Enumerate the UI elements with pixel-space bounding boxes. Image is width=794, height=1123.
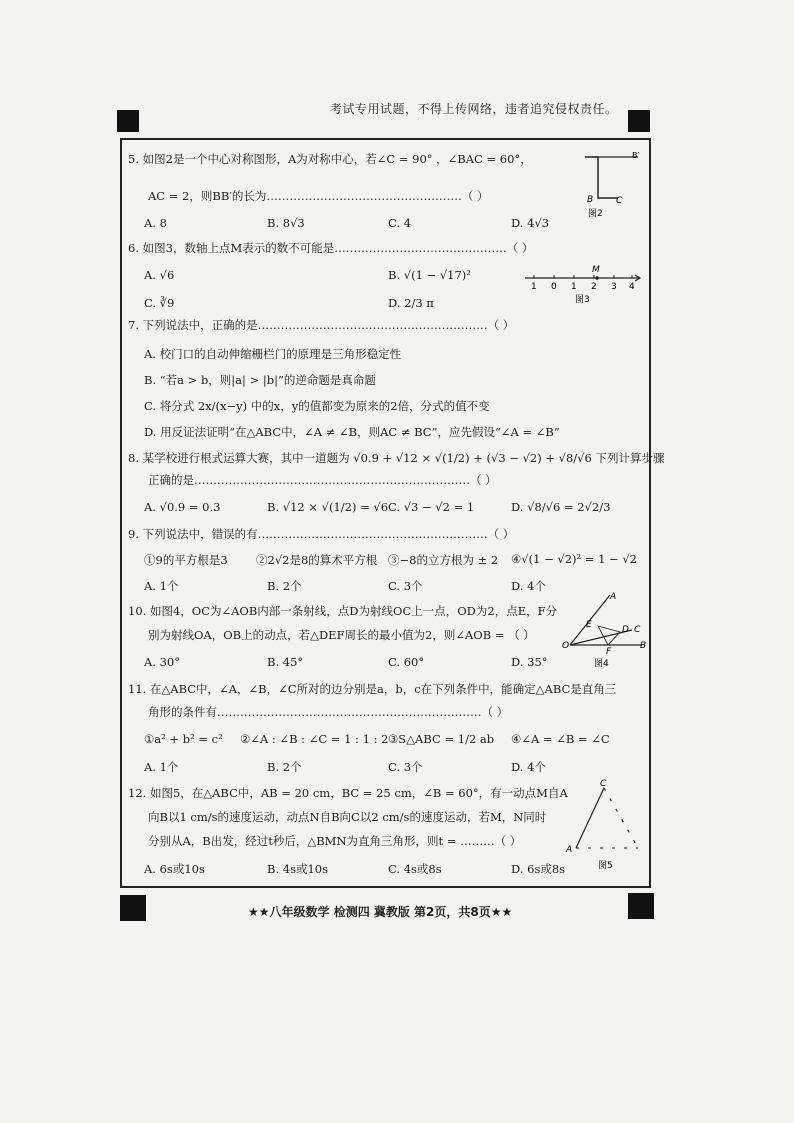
q12-figure-5 <box>558 778 648 878</box>
q9-option-b: B. 2个 <box>267 579 302 593</box>
registration-mark-bottom-left <box>120 895 146 921</box>
q9-item-1: ①9的平方根是3 <box>144 553 228 567</box>
tick-label: 4 <box>629 282 635 292</box>
tick-label: 2 <box>591 282 597 292</box>
q12-option-a: A. 6s或10s <box>144 862 205 876</box>
fig4-label-e: E <box>586 620 592 630</box>
q11-item-4: ④∠A = ∠B = ∠C <box>511 732 610 746</box>
q12-option-b: B. 4s或10s <box>267 862 329 876</box>
q11-item-3: ③S△ABC = 1/2 ab <box>388 732 495 746</box>
page-header-notice: 考试专用试题，不得上传网络，违者追究侵权责任。 <box>330 102 618 116</box>
page-footer: ★★八年级数学 检测四 冀教版 第2页，共8页★★ <box>248 905 513 919</box>
q10-line2: 别为射线OA，OB上的动点，若△DEF周长的最小值为2，则∠AOB = （ ） <box>148 628 535 642</box>
q8-option-a: A. √0.9 = 0.3 <box>144 500 221 514</box>
fig5-side-ca <box>576 788 604 848</box>
q5-option-a: A. 8 <box>144 216 167 230</box>
q5-line2: AC = 2，则BB′的长为……………………………………………（ ） <box>148 189 489 203</box>
q6-option-a: A. √6 <box>144 268 175 282</box>
q7-option-c: C. 将分式 2x/(x−y) 中的x，y的值都变为原来的2倍，分式的值不变 <box>144 399 490 413</box>
q10-option-c: C. 60° <box>388 655 425 669</box>
fig4-caption: 图4 <box>594 659 609 669</box>
q11-item-2: ②∠A : ∠B : ∠C = 1 : 1 : 2 <box>240 732 389 746</box>
q11-option-d: D. 4个 <box>511 760 546 774</box>
q12-option-c: C. 4s或8s <box>388 862 442 876</box>
q9-item-3: ③−8的立方根为 ± 2 <box>388 553 499 567</box>
q11-line1: 11. 在△ABC中，∠A，∠B，∠C所对的边分别是a，b，c在下列条件中，能确定△ABC是直角三 <box>128 682 617 696</box>
fig2-label-c: C <box>616 196 623 206</box>
q12-line1: 12. 如图5，在△ABC中，AB = 20 cm，BC = 25 cm，∠B = 60°，有一动点M自A <box>128 786 568 800</box>
q7-option-d: D. 用反证法证明“在△ABC中，∠A ≠ ∠B，则AC ≠ BC”，应先假设“∠A = ∠B” <box>144 425 560 439</box>
registration-mark-top-right <box>628 110 650 132</box>
fig2-shape <box>585 157 618 198</box>
q8-line1: 8. 某学校进行根式运算大赛，其中一道题为 √0.9 + √12 × √(1/2) + (√3 − √2) + √8/√6 下列计算步骤 <box>128 451 665 465</box>
q11-option-a: A. 1个 <box>144 760 179 774</box>
q6-line1: 6. 如图3，数轴上点M表示的数不可能是………………………………………（ ） <box>128 241 534 255</box>
q10-option-d: D. 35° <box>511 655 548 669</box>
q9-item-4: ④√(1 − √2)² = 1 − √2 <box>511 552 637 566</box>
q10-figure-4 <box>560 590 648 672</box>
q9-line1: 9. 下列说法中，错误的有……………………………………………………（ ） <box>128 527 515 541</box>
q10-line1: 10. 如图4，OC为∠AOB内部一条射线，点D为射线OC上一点，OD为2，点E，F分 <box>128 604 558 618</box>
q11-option-b: B. 2个 <box>267 760 302 774</box>
point-m-label: M <box>592 265 600 275</box>
q8-option-c: C. √3 − √2 = 1 <box>388 500 475 514</box>
q6-option-b: B. √(1 − √17)² <box>388 268 471 282</box>
q9-option-a: A. 1个 <box>144 579 179 593</box>
fig2-label-b: B <box>587 195 594 205</box>
fig4-label-a: A <box>610 592 617 602</box>
q11-line2: 角形的条件有……………………………………………………………（ ） <box>148 705 509 719</box>
fig4-label-d: D <box>622 625 629 635</box>
q8-option-b: B. √12 × √(1/2) = √6 <box>267 500 389 514</box>
tick-label: 3 <box>611 282 617 292</box>
q11-option-c: C. 3个 <box>388 760 423 774</box>
registration-mark-bottom-right <box>628 893 654 919</box>
tick-label: 1 <box>531 282 537 292</box>
q7-option-a: A. 校门口的自动伸缩栅栏门的原理是三角形稳定性 <box>144 347 402 361</box>
q9-item-2: ②2√2是8的算术平方根 <box>256 553 378 567</box>
q7-option-b: B. “若a > b，则|a| > |b|”的逆命题是真命题 <box>144 373 376 387</box>
q9-option-d: D. 4个 <box>511 579 546 593</box>
fig2-label-b-prime: B′ <box>632 151 640 160</box>
fig4-label-b: B <box>640 641 647 651</box>
q6-option-c: C. ∛9 <box>144 296 175 310</box>
fig3-caption: 图3 <box>575 295 590 305</box>
q5-option-b: B. 8√3 <box>267 216 305 230</box>
fig5-label-a: A <box>566 845 573 855</box>
fig2-caption: 图2 <box>588 209 603 219</box>
fig5-side-cb <box>604 788 638 848</box>
tick-label: 0 <box>551 282 557 292</box>
q12-line3: 分别从A，B出发，经过t秒后，△BMN为直角三角形，则t = ………（ ） <box>148 834 522 848</box>
q5-option-c: C. 4 <box>388 216 412 230</box>
q8-option-d: D. √8/√6 = 2√2/3 <box>511 500 611 514</box>
fig5-caption: 图5 <box>598 861 613 871</box>
q6-option-d: D. 2/3 π <box>388 296 434 310</box>
tick-label: 1 <box>571 282 577 292</box>
q11-item-1: ①a² + b² = c² <box>144 732 223 746</box>
q10-option-a: A. 30° <box>144 655 180 669</box>
fig4-label-c: C <box>634 625 641 635</box>
q12-option-d: D. 6s或8s <box>511 862 566 876</box>
q7-line1: 7. 下列说法中，正确的是……………………………………………………（ ） <box>128 318 515 332</box>
fig4-label-o: O <box>562 641 570 651</box>
q9-option-c: C. 3个 <box>388 579 423 593</box>
fig4-label-f: F <box>606 647 612 657</box>
q8-line2: 正确的是………………………………………………………………（ ） <box>148 473 497 487</box>
q5-option-d: D. 4√3 <box>511 216 550 230</box>
q10-option-b: B. 45° <box>267 655 304 669</box>
point-m <box>595 276 599 280</box>
registration-mark-top-left <box>117 110 139 132</box>
q5-figure-2 <box>540 146 650 226</box>
q6-figure-3 <box>520 260 645 305</box>
fig5-label-c: C <box>600 779 607 789</box>
q12-line2: 向B以1 cm/s的速度运动，动点N自B向C以2 cm/s的速度运动，若M，N同时 <box>148 810 547 824</box>
q5-line1: 5. 如图2是一个中心对称图形，A为对称中心，若∠C = 90° ，∠BAC = 60°， <box>128 152 532 166</box>
